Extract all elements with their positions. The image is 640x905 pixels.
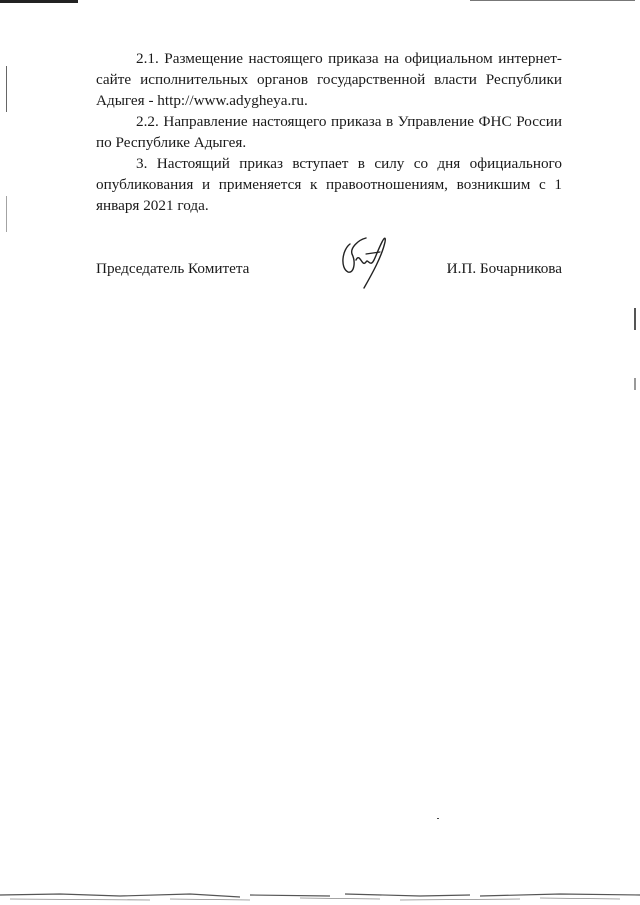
scan-artifact-right-margin xyxy=(634,378,636,390)
scan-artifact-left-margin xyxy=(6,66,7,112)
scan-artifact-top-right xyxy=(470,0,635,1)
scan-artifact-bottom-edge xyxy=(0,886,640,904)
scan-artifact-right-margin xyxy=(634,308,636,330)
paragraph-3: 3. Настоящий приказ вступает в силу со дня официального опубликования и применяется к правоотношениям, возникшим с 1 января 2021 года. xyxy=(96,155,562,214)
scan-artifact-left-margin xyxy=(6,196,7,232)
document-body xyxy=(96,48,562,216)
paragraph-2-2: 2.2. Направление настоящего приказа в Управление ФНС России по Республике Адыгея. xyxy=(96,113,562,151)
handwritten-signature xyxy=(336,232,392,292)
scan-artifact-top-left xyxy=(0,0,78,3)
scan-artifact-dot xyxy=(437,818,439,819)
signatory-title: Председатель Комитета xyxy=(96,260,250,277)
paragraph-2-1: 2.1. Размещение настоящего приказа на официальном интернет-сайте исполнительных органов государственной власти Республики Адыгея - http://www.adygheya.ru. xyxy=(96,50,562,109)
signatory-name: И.П. Бочарникова xyxy=(446,260,562,277)
